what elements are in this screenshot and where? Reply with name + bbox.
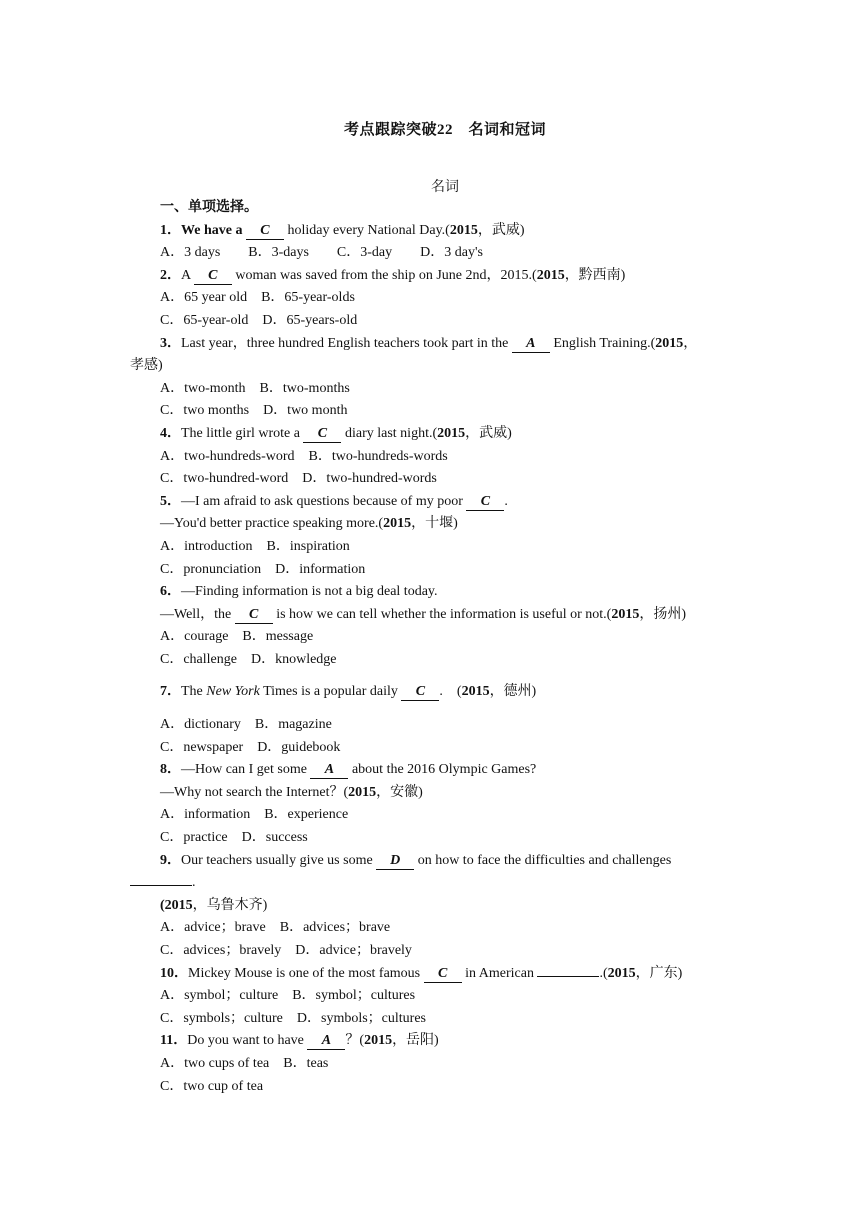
- answer-blank: C: [303, 426, 341, 443]
- question-5: 5．—I am afraid to ask questions because of my poor C .: [160, 493, 508, 509]
- options-5a: A．introduction B．inspiration: [160, 538, 350, 554]
- answer-blank: A: [310, 762, 348, 779]
- question-6: 6．—Finding information is not a big deal today.: [160, 584, 438, 600]
- options-2b: C．65-year-old D．65-years-old: [160, 312, 358, 328]
- question-list: [130, 197, 740, 1098]
- options-9a: A．advice；brave B．advices；brave: [160, 920, 391, 936]
- options-3b: C．two months D．two month: [160, 403, 348, 419]
- question-4: 4．The little girl wrote a C diary last night.(2015，武威): [160, 425, 512, 441]
- question-5-line2: —You'd better practice speaking more.(2015，十堰): [160, 516, 458, 532]
- question-11: 11．Do you want to have A ？(2015，岳阳): [160, 1033, 439, 1049]
- answer-blank: C: [466, 494, 504, 511]
- options-7b: C．newspaper D．guidebook: [160, 739, 341, 755]
- options-5b: C．pronunciation D．information: [160, 561, 366, 577]
- answer-blank: D: [376, 853, 414, 870]
- options-8b: C．practice D．success: [160, 830, 308, 846]
- fill-blank: [130, 885, 192, 886]
- options-1: A．3 days B．3-days C．3-day D．3 day's: [160, 245, 483, 261]
- question-8-line2: —Why not search the Internet？(2015，安徽): [160, 784, 423, 800]
- question-1: 1．We have a C holiday every National Day.(2015，武威): [160, 222, 525, 238]
- page-title: 考点跟踪突破22 名词和冠词: [343, 122, 546, 138]
- options-3a: A．two-month B．two-months: [160, 380, 350, 396]
- answer-blank: C: [401, 684, 439, 701]
- options-4a: A．two-hundreds-word B．two-hundreds-words: [160, 448, 448, 464]
- answer-blank: A: [307, 1033, 345, 1050]
- options-2a: A．65 year old B．65-year-olds: [160, 290, 355, 306]
- question-3-cont: 孝感): [130, 358, 163, 374]
- question-2: 2．A C woman was saved from the ship on June 2nd，2015.(2015，黔西南): [160, 267, 626, 283]
- part-heading: 一、单项选择。: [160, 200, 258, 215]
- answer-blank: C: [424, 966, 462, 983]
- options-7a: A．dictionary B．magazine: [160, 717, 332, 733]
- question-6-line2: —Well，the C is how we can tell whether the information is useful or not.(2015，扬州): [160, 606, 687, 622]
- section-title: 名词: [431, 180, 459, 195]
- options-10a: A．symbol；culture B．symbol；cultures: [160, 988, 416, 1004]
- answer-blank: C: [194, 268, 232, 285]
- answer-blank: C: [235, 607, 273, 624]
- options-10b: C．symbols；culture D．symbols；cultures: [160, 1010, 426, 1026]
- answer-blank: A: [512, 336, 550, 353]
- question-9-line3: (2015，乌鲁木齐): [160, 897, 268, 913]
- options-11b: C．two cup of tea: [160, 1078, 264, 1094]
- options-9b: C．advices；bravely D．advice；bravely: [160, 943, 412, 958]
- options-6a: A．courage B．message: [160, 629, 314, 645]
- options-8a: A．information B．experience: [160, 807, 349, 823]
- question-3: 3．Last year，three hundred English teachers took part in the A English Training.(2015，: [160, 335, 698, 351]
- question-7: 7．The New York Times is a popular daily C . (2015，德州): [160, 684, 537, 700]
- fill-blank: [537, 976, 599, 977]
- answer-blank: C: [246, 223, 284, 240]
- question-9-line2: .: [130, 872, 740, 895]
- options-11a: A．two cups of tea B．teas: [160, 1055, 329, 1071]
- options-6b: C．challenge D．knowledge: [160, 651, 337, 667]
- question-9: 9．Our teachers usually give us some D on how to face the difficulties and challenges: [160, 852, 672, 868]
- question-10: 10．Mickey Mouse is one of the most famous C in American .(2015，广东): [160, 965, 683, 981]
- options-4b: C．two-hundred-word D．two-hundred-words: [160, 471, 437, 487]
- question-8: 8．—How can I get some A about the 2016 Olympic Games?: [160, 762, 537, 778]
